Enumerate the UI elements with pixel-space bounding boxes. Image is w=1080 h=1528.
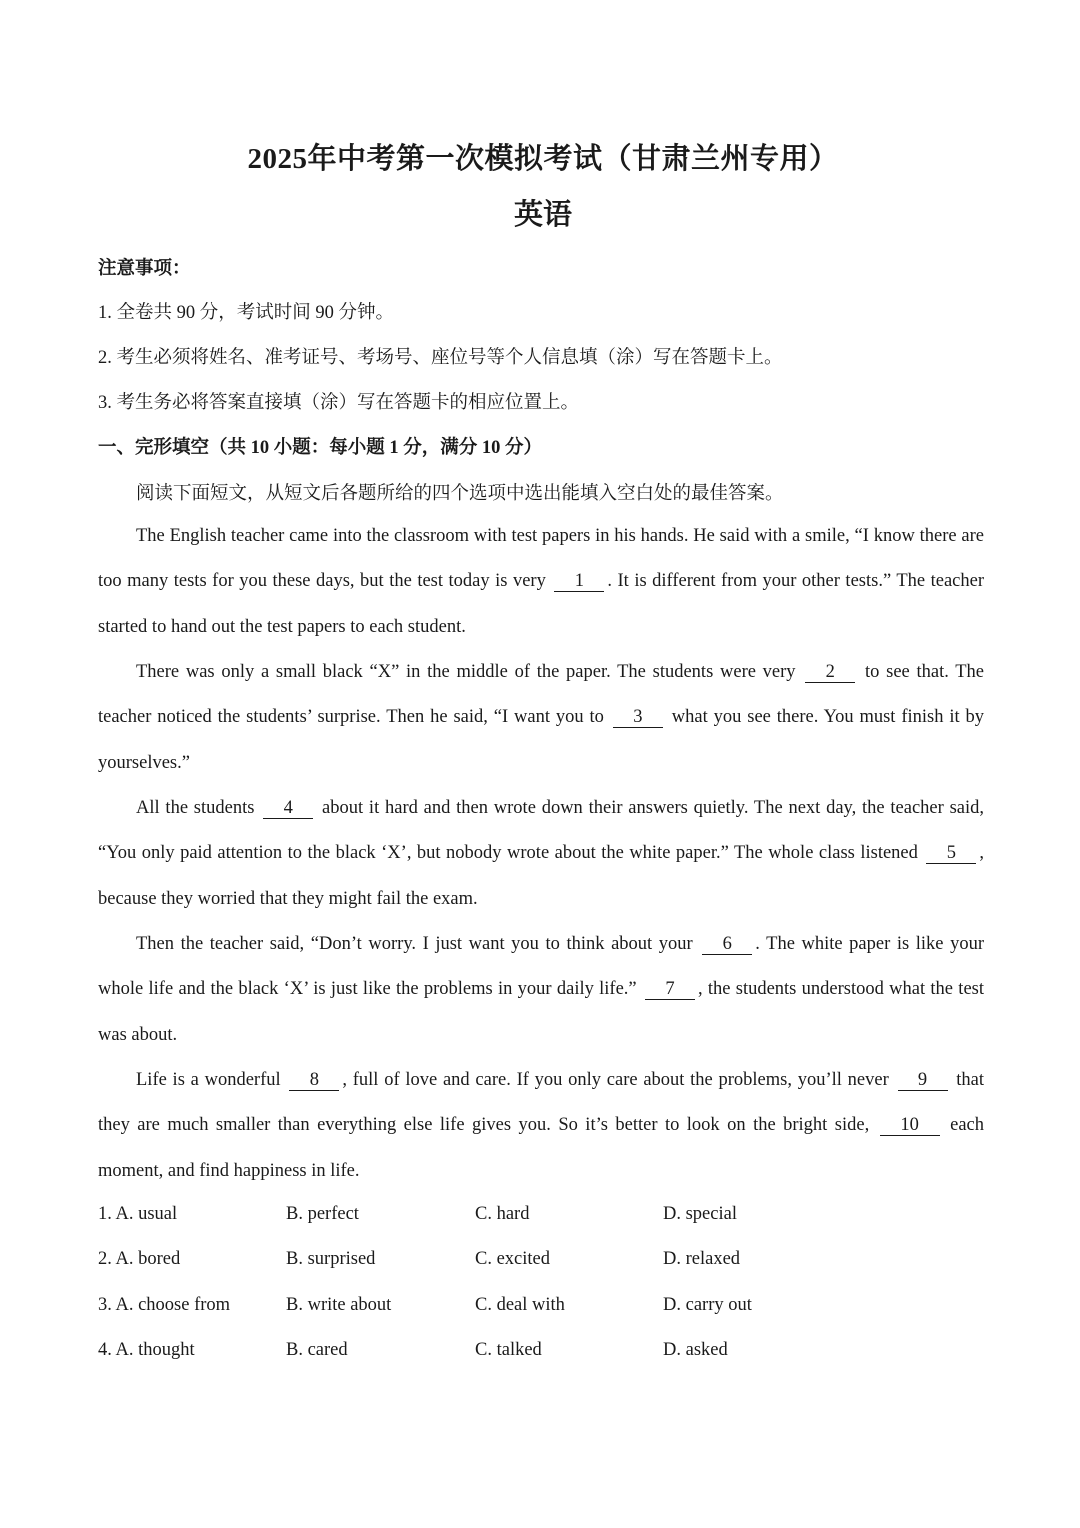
section-instruction: 阅读下面短文，从短文后各题所给的四个选项中选出能填入空白处的最佳答案。	[136, 484, 784, 504]
blank-8: 8	[289, 1070, 339, 1091]
option-b: B. perfect	[286, 1204, 359, 1224]
passage-text: each moment, and find happiness in life.	[98, 1115, 984, 1181]
section-heading: 一、完形填空（共 10 小题：每小题 1 分，满分 10 分）	[98, 438, 543, 458]
blank-4: 4	[263, 798, 313, 819]
passage-paragraph-5	[98, 1058, 984, 1194]
option-b: B. cared	[286, 1339, 348, 1360]
option-c: C. deal with	[475, 1294, 565, 1315]
option-d: D. relaxed	[663, 1249, 741, 1270]
question-row	[98, 1295, 988, 1340]
option-d: D. asked	[663, 1339, 728, 1360]
passage-text: Then the teacher said, “Don’t worry. I just want you to think about your	[136, 934, 693, 954]
blank-5: 5	[926, 843, 976, 864]
option-a: 2. A. bored	[98, 1249, 181, 1270]
option-d: D. carry out	[663, 1294, 752, 1315]
option-a: 3. A. choose from	[98, 1294, 231, 1315]
question-options	[98, 1204, 988, 1385]
exam-page	[98, 0, 988, 1528]
blank-10: 10	[880, 1115, 940, 1136]
blank-7: 7	[645, 979, 695, 1000]
passage-paragraph-2	[98, 650, 984, 786]
blank-1: 1	[554, 571, 604, 592]
note-item: 3. 考生务必将答案直接填（涂）写在答题卡的相应位置上。	[98, 393, 580, 413]
blank-3: 3	[613, 707, 663, 728]
exam-subject: 英语	[513, 199, 572, 231]
option-b: B. surprised	[286, 1249, 376, 1270]
question-row	[98, 1249, 988, 1294]
blank-2: 2	[805, 662, 855, 683]
passage-paragraph-1	[98, 514, 984, 650]
option-c: C. hard	[475, 1204, 530, 1224]
passage-paragraph-4	[98, 922, 984, 1058]
passage-text: about it hard and then wrote down their answers quietly. The next day, the teacher said, “You only paid attention to the black ‘X’, but nobody wrote about the white paper.” The whole class listened	[98, 798, 985, 864]
question-row	[98, 1204, 988, 1249]
blank-6: 6	[702, 934, 752, 955]
passage-text: Life is a wonderful	[136, 1070, 281, 1090]
note-item: 1. 全卷共 90 分，考试时间 90 分钟。	[98, 303, 395, 323]
passage-text: to see that. The teacher noticed the students’ surprise. Then he said, “I want you to	[98, 662, 985, 728]
passage-text: that they are much smaller than everything else life gives you. So it’s better to look on the bright side,	[98, 1070, 985, 1136]
passage-text: . It is different from your other tests.” The teacher started to hand out the test papers to each student.	[98, 571, 984, 637]
exam-title: 2025年中考第一次模拟考试（甘肃兰州专用）	[247, 143, 839, 175]
option-a: 1. A. usual	[98, 1204, 178, 1224]
passage-text: , because they worried that they might fail the exam.	[98, 843, 984, 909]
passage-text: , the students understood what the test was about.	[98, 979, 984, 1045]
passage-text: . The white paper is like your whole life and the black ‘X’ is just like the problems in your daily life.”	[98, 934, 985, 1000]
blank-9: 9	[898, 1070, 948, 1091]
option-c: C. excited	[475, 1249, 551, 1270]
notes-heading: 注意事项：	[98, 259, 191, 279]
note-item: 2. 考生必须将姓名、准考证号、考场号、座位号等个人信息填（涂）写在答题卡上。	[98, 348, 783, 368]
passage-text: There was only a small black “X” in the middle of the paper. The students were very	[136, 662, 796, 682]
passage-text: The English teacher came into the classroom with test papers in his hands. He said with a smile, “I know there are too many tests for you these days, but the test today is very	[98, 526, 984, 592]
passage-text: All the students	[136, 798, 255, 818]
passage-text: , full of love and care. If you only care about the problems, you’ll never	[342, 1070, 889, 1090]
option-b: B. write about	[286, 1294, 392, 1315]
option-c: C. talked	[475, 1339, 542, 1360]
option-a: 4. A. thought	[98, 1339, 195, 1360]
passage-paragraph-3	[98, 786, 984, 922]
option-d: D. special	[663, 1204, 737, 1224]
question-row	[98, 1340, 988, 1385]
passage-text: what you see there. You must finish it by yourselves.”	[98, 707, 985, 773]
